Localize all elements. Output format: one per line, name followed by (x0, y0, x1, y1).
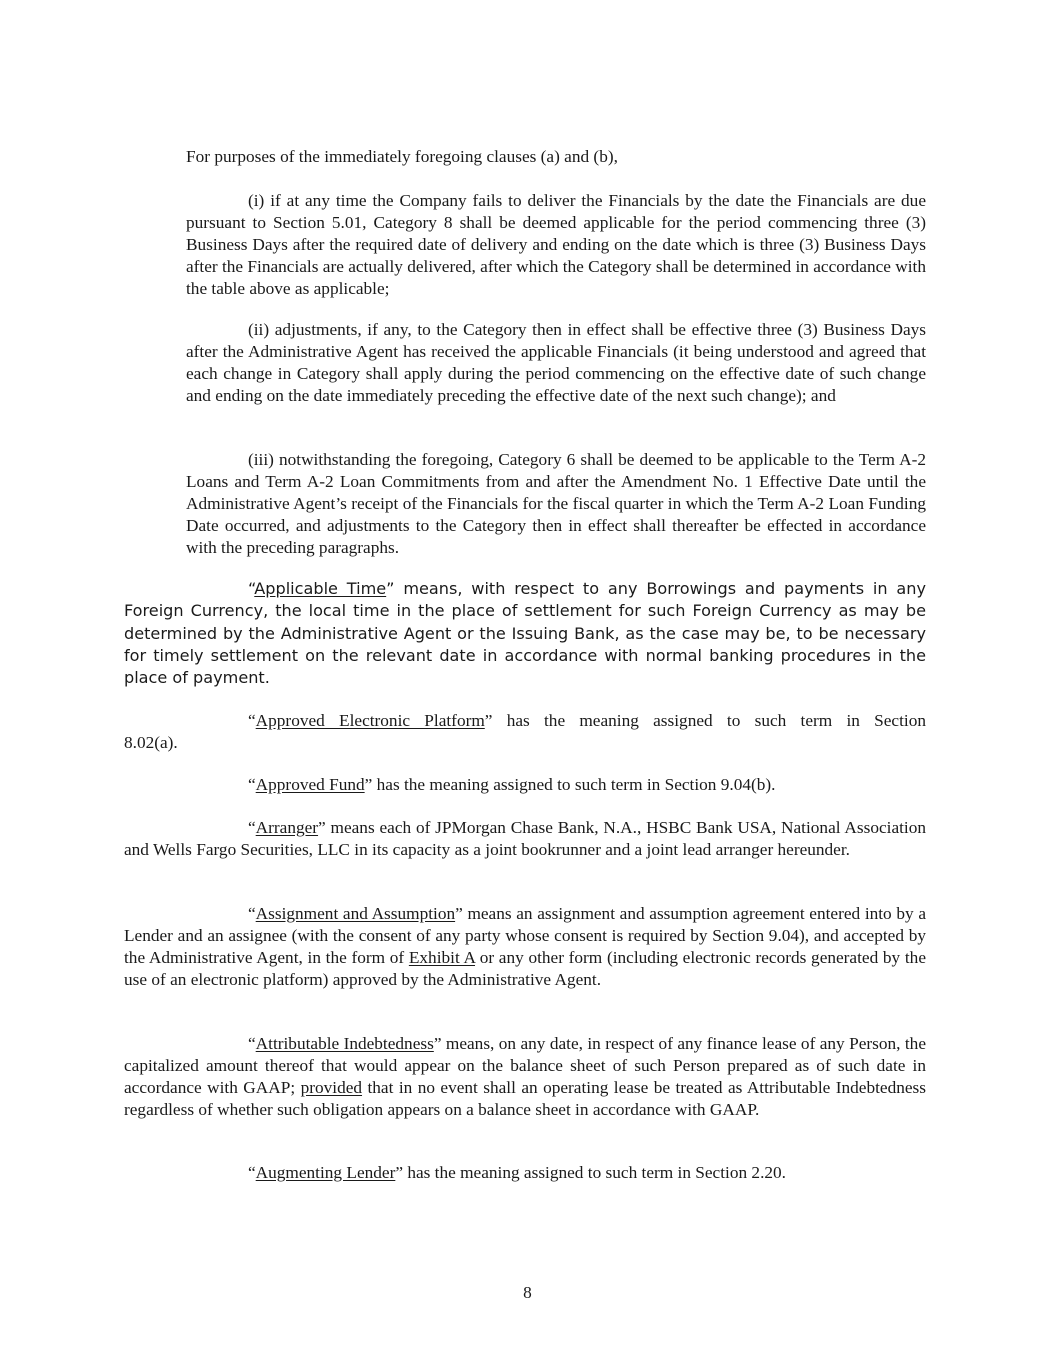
open-quote: “ (248, 1163, 256, 1182)
definition-text: ” means, with respect to any Borrowings and payments in any Foreign Currency, the local time in the place of settlement for such Foreign Currency as may be determined by the Administrative Agent or the Issuing Bank, as the case may be, to be necessary for timely settlement on the relevant date in accordance with normal banking procedures in the place of payment. (124, 579, 926, 688)
clause-iii-paragraph: (iii) notwithstanding the foregoing, Category 6 shall be deemed to be applicable to the Term A-2 Loans and Term A-2 Loan Commitments from and after the Amendment No. 1 Effective Date until the Administrative Agent’s receipt of the Financials for the fiscal quarter in which the Term A-2 Loan Funding Date occurred, and adjustments to the Category then in effect shall thereafter be effected in accordance with the preceding paragraphs. (186, 450, 926, 557)
definition-assignment-and-assumption (124, 903, 926, 991)
definition-approved-platform (124, 710, 926, 732)
open-quote: “ (248, 775, 256, 794)
clause-ii-paragraph: (ii) adjustments, if any, to the Category then in effect shall be effective three (3) Business Days after the Administrative Agent has received the applicable Financials (it being understood and agreed that each change in Category shall apply during the period commencing on the effective date of such change and ending on the date immediately preceding the effective date of the next such change); and (186, 320, 926, 405)
defined-term: Arranger (255, 818, 319, 837)
defined-term: Assignment and Assumption (255, 904, 456, 923)
defined-term: Attributable Indebtedness (255, 1034, 434, 1053)
open-quote: “ (248, 1034, 256, 1053)
open-quote: “ (248, 818, 256, 837)
defined-term: Applicable Time (254, 579, 387, 598)
open-quote: “ (248, 711, 256, 730)
definition-attributable-indebtedness (124, 1033, 926, 1121)
definition-applicable-time (124, 578, 926, 689)
open-quote: “ (248, 904, 256, 923)
defined-term: Approved Electronic Platform (255, 711, 485, 730)
definition-text: ” means each of JPMorgan Chase Bank, N.A., HSBC Bank USA, National Association and Wells Fargo Securities, LLC in its capacity as a joint bookrunner and a joint lead arranger hereunder. (124, 818, 926, 859)
definition-approved-fund (124, 774, 926, 796)
definition-text: ” means, on any date, in respect of any finance lease of any Person, the capitalized amount thereof that would appear on the balance sheet of such Person prepared as of such date in accordance with GAAP; (124, 1034, 926, 1097)
exhibit-a-link[interactable]: Exhibit A (408, 948, 476, 967)
intro-paragraph: For purposes of the immediately foregoing clauses (a) and (b), (186, 147, 618, 166)
definition-text: ” has the meaning assigned to such term in Section (484, 711, 926, 730)
open-quote: “ (248, 579, 255, 598)
definition-text: or any other form (including electronic records generated by the use of an electronic platform) approved by the Administrative Agent. (124, 948, 926, 989)
definition-text: ” has the meaning assigned to such term in Section 9.04(b). (364, 775, 776, 794)
defined-term: Augmenting Lender (255, 1163, 396, 1182)
definition-text: ” has the meaning assigned to such term in Section 2.20. (395, 1163, 786, 1182)
provided-emphasis: provided (300, 1078, 363, 1097)
definition-approved-platform-continued: 8.02(a). (124, 733, 178, 752)
defined-term: Approved Fund (255, 775, 365, 794)
page-number: 8 (523, 1283, 532, 1302)
definition-arranger (124, 817, 926, 861)
clause-i-paragraph: (i) if at any time the Company fails to deliver the Financials by the date the Financials are due pursuant to Section 5.01, Category 8 shall be deemed applicable for the period commencing three (3) Business Days after the required date of delivery and ending on the date which is three (3) Business Days after the Financials are actually delivered, after which the Category shall be determined in accordance with the table above as applicable; (186, 191, 926, 298)
definition-text: ” means an assignment and assumption agreement entered into by a Lender and an assignee (with the consent of any party whose consent is required by Section 9.04), and accepted by the Administrative Agent, in the form of (124, 904, 926, 967)
definition-augmenting-lender (124, 1162, 926, 1184)
definition-text: that in no event shall an operating lease be treated as Attributable Indebtedness regardless of whether such obligation appears on a balance sheet in accordance with GAAP. (124, 1078, 926, 1119)
